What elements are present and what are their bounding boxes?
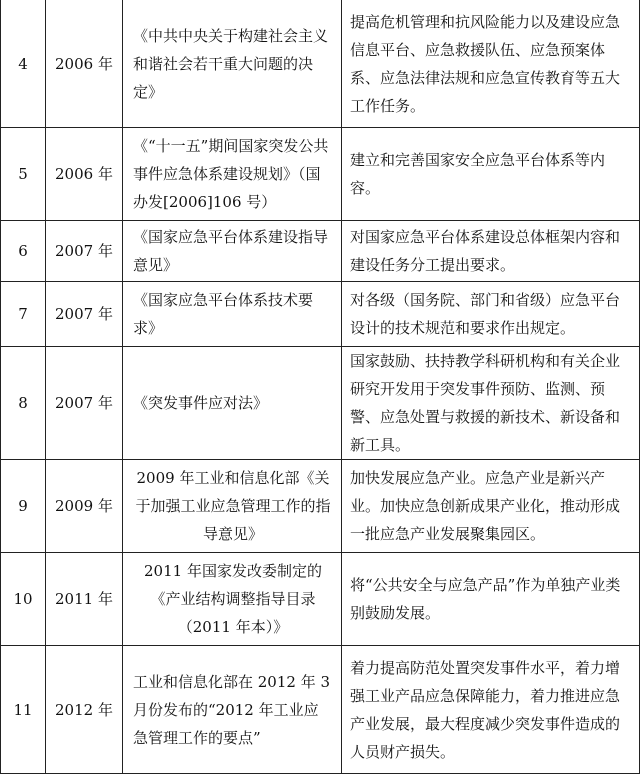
- row-document: 2009 年工业和信息化部《关于加强工业应急管理工作的指导意见》: [123, 460, 342, 553]
- row-year: 2011 年: [46, 553, 123, 646]
- row-number: 6: [1, 221, 46, 282]
- row-number: 8: [1, 347, 46, 460]
- row-year: 2007 年: [46, 282, 123, 347]
- row-document: 《国家应急平台体系技术要求》: [123, 282, 342, 347]
- row-number: 4: [1, 0, 46, 128]
- table-row: [1, 0, 640, 128]
- row-number: 10: [1, 553, 46, 646]
- row-content: 将“公共安全与应急产品”作为单独产业类别鼓励发展。: [342, 553, 640, 646]
- table-row: [1, 282, 640, 347]
- row-year: 2009 年: [46, 460, 123, 553]
- row-year: 2006 年: [46, 128, 123, 221]
- row-number: 11: [1, 646, 46, 774]
- table-row: [1, 460, 640, 553]
- row-number: 7: [1, 282, 46, 347]
- row-document: 工业和信息化部在 2012 年 3 月份发布的“2012 年工业应急管理工作的要点”: [123, 646, 342, 774]
- row-year: 2007 年: [46, 221, 123, 282]
- row-document: 《“十一五”期间国家突发公共事件应急体系建设规划》（国办发[2006]106 号）: [123, 128, 342, 221]
- row-content: 着力提高防范处置突发事件水平，着力增强工业产品应急保障能力，着力推进应急产业发展，最大程度减少突发事件造成的人员财产损失。: [342, 646, 640, 774]
- row-document: 《突发事件应对法》: [123, 347, 342, 460]
- table-row: [1, 221, 640, 282]
- row-content: 对各级（国务院、部门和省级）应急平台设计的技术规范和要求作出规定。: [342, 282, 640, 347]
- row-content: 加快发展应急产业。应急产业是新兴产业。加快应急创新成果产业化，推动形成一批应急产业发展聚集园区。: [342, 460, 640, 553]
- table-row: [1, 347, 640, 460]
- row-year: 2012 年: [46, 646, 123, 774]
- row-content: 提高危机管理和抗风险能力以及建设应急信息平台、应急救援队伍、应急预案体系、应急法律法规和应急宣传教育等五大工作任务。: [342, 0, 640, 128]
- table-row: [1, 553, 640, 646]
- row-document: 《国家应急平台体系建设指导意见》: [123, 221, 342, 282]
- table-row: [1, 128, 640, 221]
- row-number: 5: [1, 128, 46, 221]
- row-document: 《中共中央关于构建社会主义和谐社会若干重大问题的决定》: [123, 0, 342, 128]
- row-content: 对国家应急平台体系建设总体框架内容和建设任务分工提出要求。: [342, 221, 640, 282]
- table-row: [1, 646, 640, 774]
- row-document: 2011 年国家发改委制定的《产业结构调整指导目录（2011 年本）》: [123, 553, 342, 646]
- row-content: 国家鼓励、扶持教学科研机构和有关企业研究开发用于突发事件预防、监测、预警、应急处置与救援的新技术、新设备和新工具。: [342, 347, 640, 460]
- row-year: 2007 年: [46, 347, 123, 460]
- row-number: 9: [1, 460, 46, 553]
- row-year: 2006 年: [46, 0, 123, 128]
- row-content: 建立和完善国家安全应急平台体系等内容。: [342, 128, 640, 221]
